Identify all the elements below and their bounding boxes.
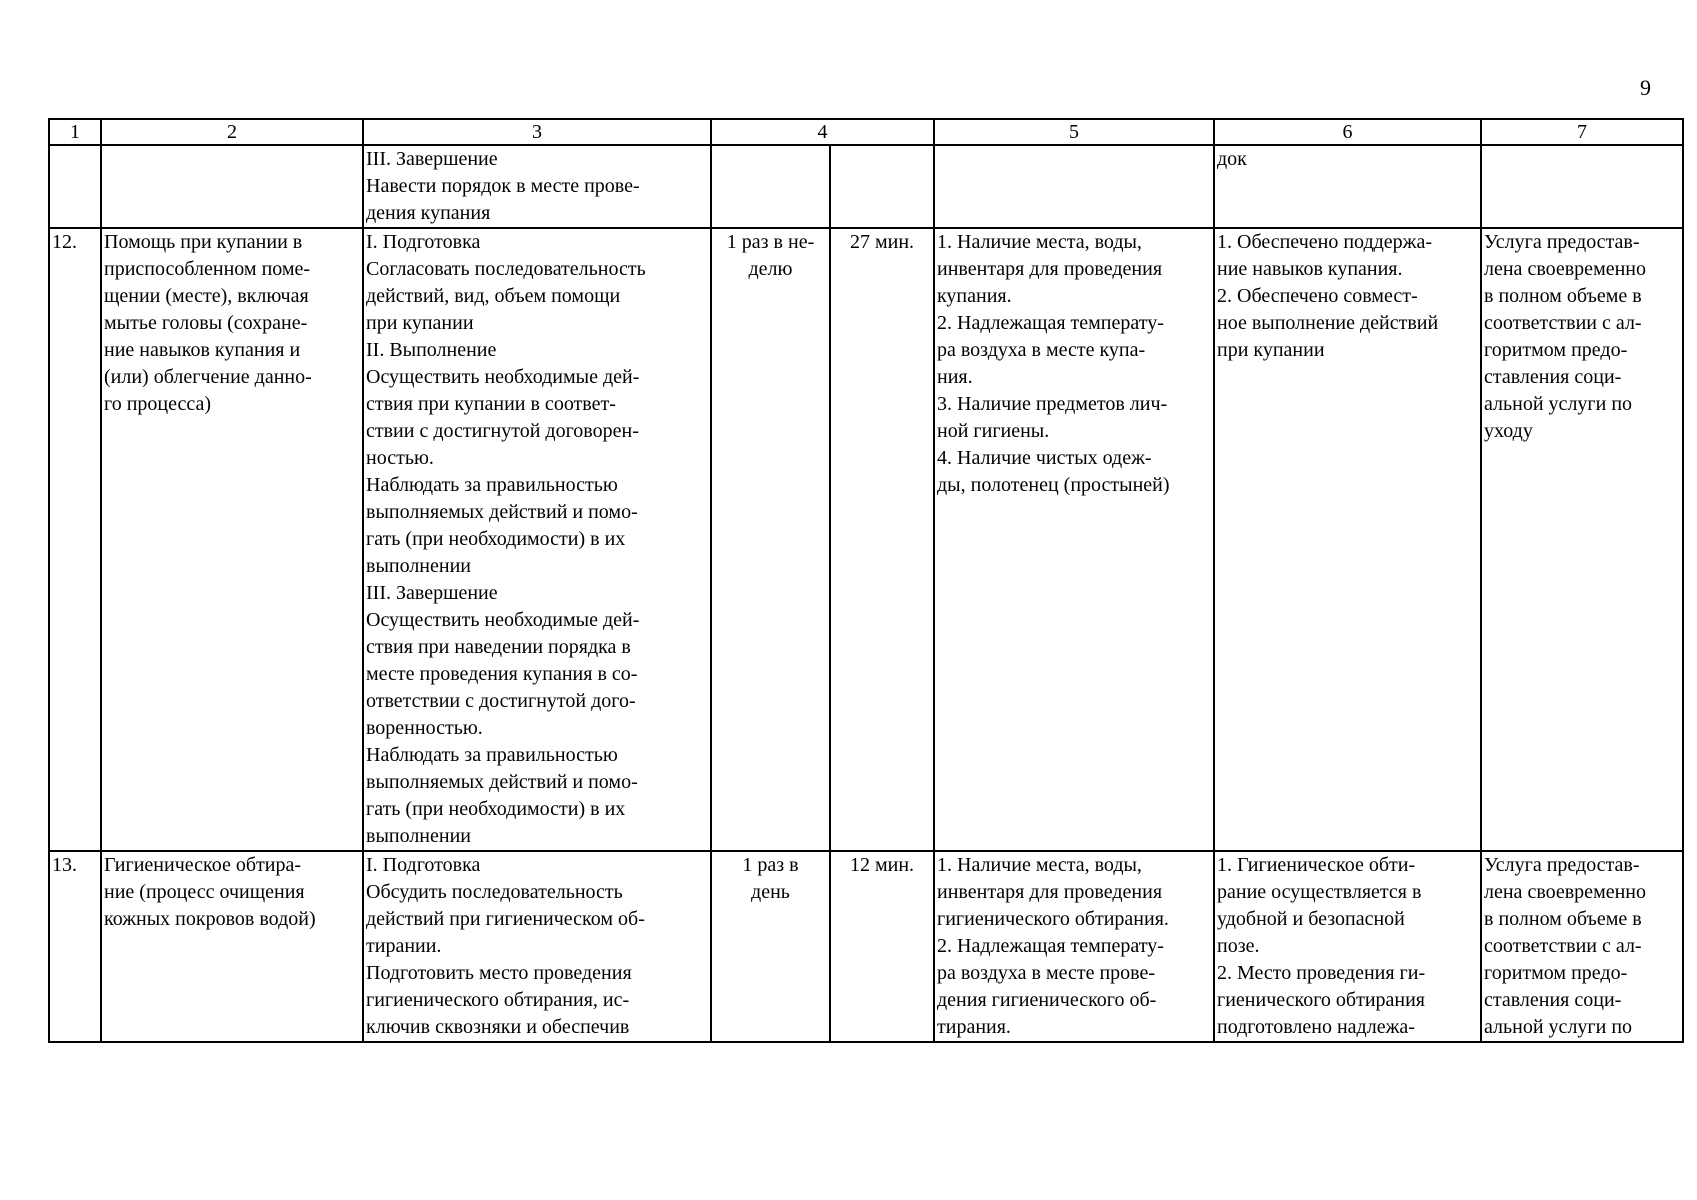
- frequency-cell: 1 раз в не- делю: [711, 228, 830, 851]
- duration-cell: 12 мин.: [830, 851, 934, 1042]
- row-number-cell: 12.: [49, 228, 101, 851]
- table-row-continuation: [49, 145, 1683, 228]
- results-cell: 1. Обеспечено поддержа- ние навыков купания. 2. Обеспечено совмест- ное выполнение действий при купании: [1214, 228, 1481, 851]
- service-steps-cell: I. Подготовка Обсудить последовательность действий при гигиеническом об- тирании. Подготовить место проведения гигиенического обтирания, ис- ключив сквозняки и обеспечив: [363, 851, 711, 1042]
- header-cell-5: 5: [934, 119, 1214, 145]
- evaluation-cell: [1481, 145, 1683, 228]
- results-cell: док: [1214, 145, 1481, 228]
- header-cell-1: 1: [49, 119, 101, 145]
- table-header-row: [49, 119, 1683, 145]
- evaluation-cell: Услуга предостав- лена своевременно в полном объеме в соответствии с ал- горитмом предо- ставления соци- альной услуги по: [1481, 851, 1683, 1042]
- row-number-cell: [49, 145, 101, 228]
- service-steps-cell: III. Завершение Навести порядок в месте прове- дения купания: [363, 145, 711, 228]
- service-name-cell: [101, 145, 363, 228]
- table-row-13: [49, 851, 1683, 1042]
- header-cell-7: 7: [1481, 119, 1683, 145]
- duration-cell: 27 мин.: [830, 228, 934, 851]
- conditions-cell: [934, 145, 1214, 228]
- header-cell-4: 4: [711, 119, 934, 145]
- header-cell-2: 2: [101, 119, 363, 145]
- frequency-cell: 1 раз в день: [711, 851, 830, 1042]
- frequency-cell: [711, 145, 830, 228]
- row-number-cell: 13.: [49, 851, 101, 1042]
- services-table: [48, 118, 1684, 1043]
- service-steps-cell: I. Подготовка Согласовать последовательность действий, вид, объем помощи при купании II. Выполнение Осуществить необходимые дей- ствия при купании в соответ- ствии с достигнутой договорен- ностью. Наблюдать за правильностью выполняемых действий и помо- гать (при необходимости) в их выполнении III. Завершение Осуществить необходимые дей- ствия при наведении порядка в месте проведения купания в со- ответствии с достигнутой дого- воренностью. Наблюдать за правильностью выполняемых действий и помо- гать (при необходимости) в их выполнении: [363, 228, 711, 851]
- conditions-cell: 1. Наличие места, воды, инвентаря для проведения гигиенического обтирания. 2. Надлежащая температу- ра воздуха в месте прове- дения гигиенического об- тирания.: [934, 851, 1214, 1042]
- results-cell: 1. Гигиеническое обти- рание осуществляется в удобной и безопасной позе. 2. Место проведения ги- гиенического обтирания подготовлено надлежа-: [1214, 851, 1481, 1042]
- conditions-cell: 1. Наличие места, воды, инвентаря для проведения купания. 2. Надлежащая температу- ра воздуха в месте купа- ния. 3. Наличие предметов лич- ной гигиены. 4. Наличие чистых одеж- ды, полотенец (простыней): [934, 228, 1214, 851]
- evaluation-cell: Услуга предостав- лена своевременно в полном объеме в соответствии с ал- горитмом предо- ставления соци- альной услуги по уходу: [1481, 228, 1683, 851]
- page-number: 9: [1640, 75, 1651, 100]
- header-cell-6: 6: [1214, 119, 1481, 145]
- service-name-cell: Помощь при купании в приспособленном поме- щении (месте), включая мытье головы (сохране- ние навыков купания и (или) облегчение данно- го процесса): [101, 228, 363, 851]
- header-cell-3: 3: [363, 119, 711, 145]
- duration-cell: [830, 145, 934, 228]
- service-name-cell: Гигиеническое обтира- ние (процесс очищения кожных покровов водой): [101, 851, 363, 1042]
- table-row-12: [49, 228, 1683, 851]
